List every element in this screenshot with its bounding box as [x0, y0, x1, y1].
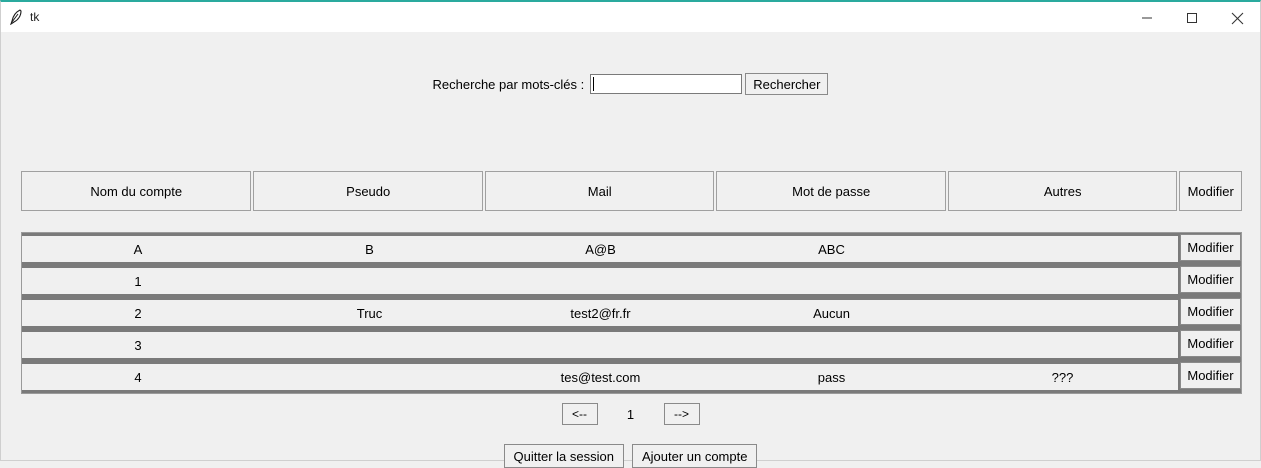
cell-pseudo: Truc — [356, 305, 383, 321]
table-header-row — [21, 171, 1242, 211]
table-row — [22, 361, 1241, 393]
next-page-button[interactable]: --> — [664, 403, 700, 425]
maximize-button[interactable] — [1169, 2, 1214, 34]
maximize-icon — [1186, 12, 1198, 24]
cell-nom: A — [133, 241, 143, 257]
add-account-button[interactable]: Ajouter un compte — [632, 444, 758, 468]
row-modify-button[interactable]: Modifier — [1180, 362, 1241, 389]
row-modify-button[interactable]: Modifier — [1180, 234, 1241, 261]
cell-pseudo — [254, 332, 485, 358]
cell-mail: tes@test.com — [560, 369, 641, 385]
cell-pseudo: B — [365, 241, 374, 257]
action-buttons — [1, 444, 1260, 468]
cell-mail — [485, 332, 716, 358]
pagination — [1, 403, 1260, 425]
cell-autres — [947, 300, 1178, 326]
table-row-cells — [22, 300, 1178, 326]
cell-mot-de-passe — [716, 268, 947, 294]
table-row-cells — [22, 236, 1178, 262]
table-row — [22, 329, 1241, 361]
cell-nom: 4 — [134, 369, 142, 385]
window-controls — [1124, 2, 1260, 34]
column-header-nom[interactable]: Nom du compte — [21, 171, 251, 211]
cell-mot-de-passe: ABC — [818, 241, 845, 257]
column-header-autres[interactable]: Autres — [948, 171, 1177, 211]
column-header-modifier: Modifier — [1179, 171, 1242, 211]
close-button[interactable] — [1214, 2, 1260, 34]
row-modify-button[interactable]: Modifier — [1180, 266, 1241, 293]
column-header-mot-de-passe[interactable]: Mot de passe — [716, 171, 945, 211]
table-header — [21, 171, 1242, 211]
cell-autres: ??? — [1051, 369, 1074, 385]
close-icon — [1231, 12, 1244, 25]
cell-autres — [947, 236, 1178, 262]
cell-autres — [947, 268, 1178, 294]
column-header-mail[interactable]: Mail — [485, 171, 714, 211]
current-page-number: 1 — [626, 406, 635, 422]
row-modify-button[interactable]: Modifier — [1180, 330, 1241, 357]
minimize-icon — [1141, 12, 1153, 24]
table-row — [22, 233, 1241, 265]
title-bar — [0, 0, 1261, 32]
search-bar — [1, 73, 1260, 95]
title-bar-left — [1, 9, 39, 25]
text-caret — [593, 77, 594, 91]
cell-pseudo — [254, 268, 485, 294]
table-row-cells — [22, 268, 1178, 294]
previous-page-button[interactable]: <-- — [562, 403, 598, 425]
table-row — [22, 297, 1241, 329]
cell-nom: 1 — [134, 273, 142, 289]
feather-icon — [9, 9, 23, 25]
table-row-cells — [22, 332, 1178, 358]
search-button[interactable]: Rechercher — [745, 73, 828, 95]
search-input[interactable] — [590, 74, 742, 94]
cell-nom: 2 — [134, 305, 142, 321]
cell-mail — [485, 268, 716, 294]
cell-nom: 3 — [134, 337, 142, 353]
cell-autres — [947, 332, 1178, 358]
cell-mot-de-passe: Aucun — [813, 305, 850, 321]
column-header-pseudo[interactable]: Pseudo — [253, 171, 482, 211]
window-title: tk — [30, 10, 40, 24]
cell-pseudo — [254, 364, 485, 390]
table-row-cells — [22, 364, 1178, 390]
table-row — [22, 265, 1241, 297]
minimize-button[interactable] — [1124, 2, 1169, 34]
cell-mail: A@B — [585, 241, 616, 257]
cell-mot-de-passe — [716, 332, 947, 358]
search-label: Recherche par mots-clés : — [432, 76, 585, 92]
logout-button[interactable]: Quitter la session — [504, 444, 624, 468]
row-modify-button[interactable]: Modifier — [1180, 298, 1241, 325]
table-body — [21, 232, 1242, 394]
client-area — [0, 32, 1261, 464]
cell-mot-de-passe: pass — [817, 369, 846, 385]
cell-mail: test2@fr.fr — [570, 305, 631, 321]
